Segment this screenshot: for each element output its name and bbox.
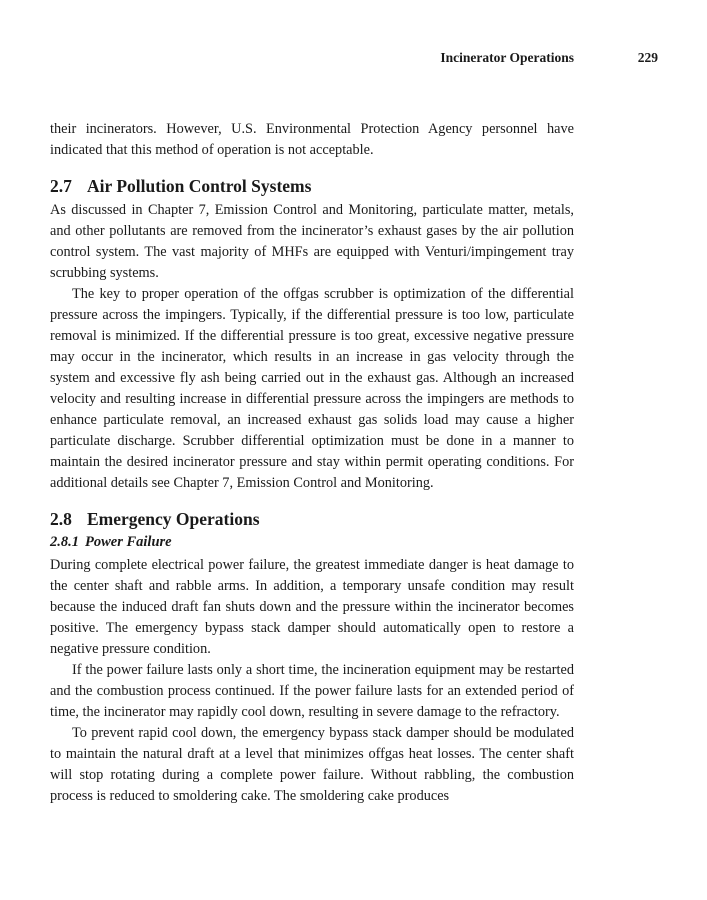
paragraph: During complete electrical power failure, the greatest immediate danger is heat damage to the center shaft and rabble arms. In addition, a temporary unsafe condition may result because the induced draft fan shuts down and the pressure within the incinerator becomes positive. The emergency bypass stack damper should automatically open to restore a negative pressure condition. bbox=[50, 557, 574, 657]
body-text bbox=[50, 119, 574, 807]
page-number: 229 bbox=[637, 50, 658, 65]
section-number: 2.8 bbox=[50, 509, 72, 529]
subsection-title: Power Failure bbox=[85, 534, 172, 550]
paragraph: To prevent rapid cool down, the emergency bypass stack damper should be modulated to maintain the natural draft at a level that minimizes offgas heat losses. The center shaft will stop rotating during a complete power failure. Without rabbling, the combustion process is reduced to smoldering cake. The smoldering cake produces bbox=[50, 725, 574, 804]
subsection-number: 2.8.1 bbox=[50, 534, 79, 550]
running-title: Incinerator Operations bbox=[440, 50, 574, 65]
paragraph: The key to proper operation of the offgas scrubber is optimization of the differential pressure across the impingers. Typically, if the differential pressure is too low, particulate removal is minimized. If the differential pressure is too great, excessive negative pressure may occur in the incinerator, which results in an increase in gas velocity through the system and excessive fly ash being carried out in the exhaust gas. Although an increased velocity and resulting increase in differential pressure across the impingers are methods to enhance particulate removal, an increased exhaust gas solids load may cause a higher particulate discharge. Scrubber differential optimization must be done in a manner to maintain the desired incinerator pressure and stay within permit operating conditions. For additional details see Chapter 7, Emission Control and Monitoring. bbox=[50, 286, 574, 491]
paragraph: If the power failure lasts only a short time, the incineration equipment may be restarted and the combustion process continued. If the power failure lasts for an extended period of time, the incinerator may rapidly cool down, resulting in severe damage to the refractory. bbox=[50, 662, 574, 720]
subsection-heading-2-8-1 bbox=[50, 532, 574, 552]
section-title: Emergency Operations bbox=[87, 509, 260, 529]
continuation-paragraph: their incinerators. However, U.S. Environmental Protection Agency personnel have indicated that this method of operation is not acceptable. bbox=[50, 121, 574, 158]
section-heading-2-7 bbox=[50, 175, 574, 197]
running-head bbox=[50, 50, 658, 70]
paragraph: As discussed in Chapter 7, Emission Control and Monitoring, particulate matter, metals, and other pollutants are removed from the incinerator’s exhaust gases by the air pollution control system. The vast majority of MHFs are equipped with Venturi/impingement tray scrubbing systems. bbox=[50, 202, 574, 281]
section-heading-2-8 bbox=[50, 508, 574, 530]
section-number: 2.7 bbox=[50, 176, 72, 196]
section-title: Air Pollution Control Systems bbox=[87, 176, 312, 196]
